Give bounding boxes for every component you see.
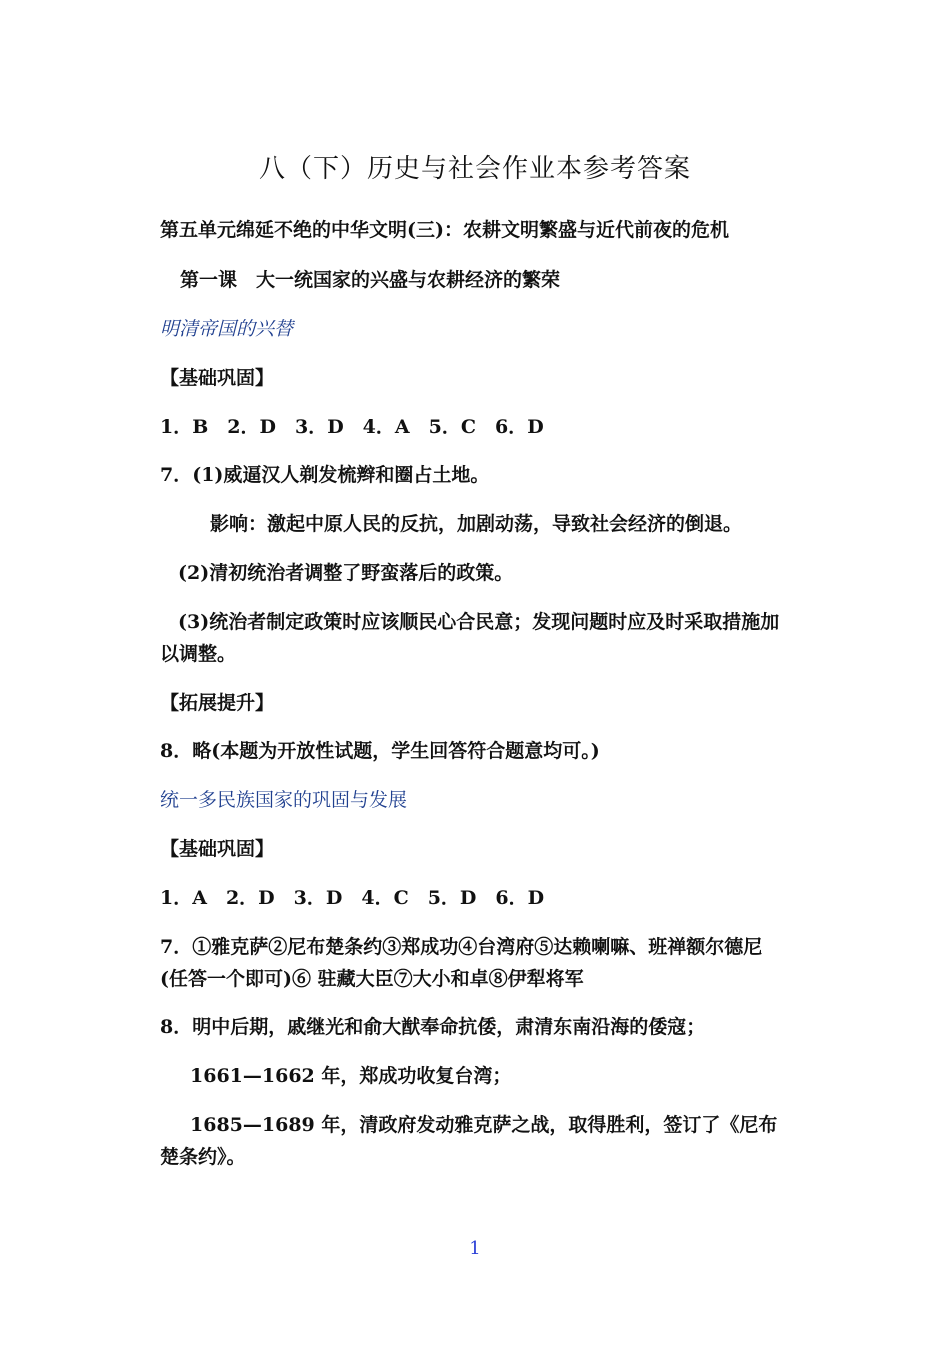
question-7-part-3: (3)统治者制定政策时应该顺民心合民意；发现问题时应及时采取措施加以调整。 — [160, 611, 780, 665]
document-title: 八（下）历史与社会作业本参考答案 — [258, 154, 691, 184]
page-number: 1 — [469, 1238, 481, 1259]
basic-consolidation-label: 【基础巩固】 — [160, 367, 275, 389]
question-7-part-2: (2)清初统治者调整了野蛮落后的政策。 — [178, 562, 514, 584]
question-8-zheng-chenggong: 1661—1662 年，郑成功收复台湾； — [190, 1065, 512, 1087]
lesson-heading: 第一课 大一统国家的兴盛与农耕经济的繁荣 — [180, 269, 561, 291]
extension-label: 【拓展提升】 — [160, 692, 275, 714]
multiple-choice-answers: 1．B 2．D 3．D 4．A 5．C 6．D — [160, 416, 544, 438]
question-8-yaksa: 1685—1689 年，清政府发动雅克萨之战，取得胜利，签订了《尼布楚条约》。 — [160, 1114, 778, 1168]
question-7-part-1: 7．(1)威逼汉人剃发梳辫和圈占土地。 — [160, 464, 490, 486]
basic-consolidation-label-2: 【基础巩固】 — [160, 838, 275, 860]
question-8-ming: 8．明中后期，戚继光和俞大猷奉命抗倭，肃清东南沿海的倭寇； — [160, 1016, 706, 1038]
question-8-answer: 8．略(本题为开放性试题，学生回答符合题意均可。) — [160, 740, 600, 762]
multiple-choice-answers-2: 1．A 2．D 3．D 4．C 5．D 6．D — [160, 887, 545, 909]
section-heading-unification: 统一多民族国家的巩固与发展 — [160, 789, 408, 811]
unit-heading: 第五单元绵延不绝的中华文明(三)：农耕文明繁盛与近代前夜的危机 — [160, 219, 729, 241]
question-7-impact: 影响：激起中原人民的反抗，加剧动荡，导致社会经济的倒退。 — [210, 513, 743, 535]
question-7-fill-blanks: 7．①雅克萨②尼布楚条约③郑成功④台湾府⑤达赖喇嘛、班禅额尔德尼(任答一个即可)⑥ 驻藏大臣⑦大小和卓⑧伊犁将军 — [160, 936, 763, 990]
section-heading-ming-qing: 明清帝国的兴替 — [160, 318, 294, 340]
